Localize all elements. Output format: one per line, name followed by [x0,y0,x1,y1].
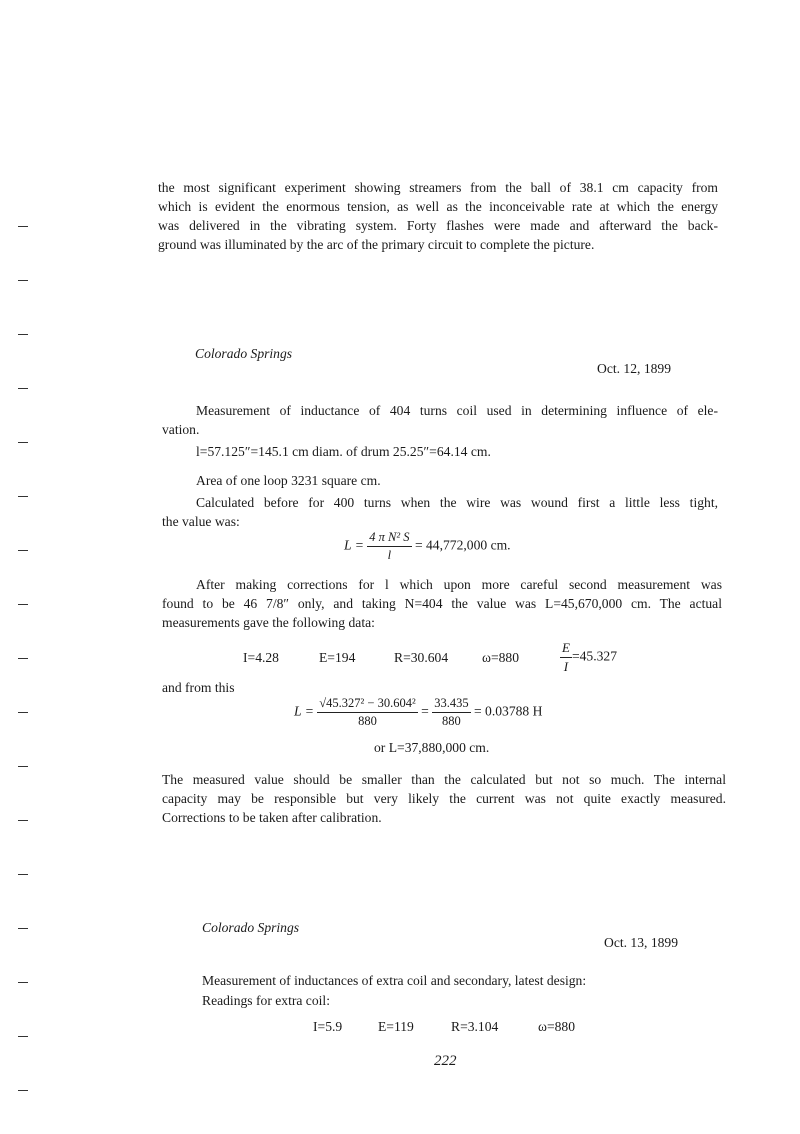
text-line: Measurement of inductance of 404 turns coil used in determining influence of ele- [196,403,718,418]
reading-omega: ω=880 [482,650,520,665]
formula-denominator: 880 [358,714,377,728]
entry1-location: Colorado Springs [195,346,293,361]
text-line: measurements gave the following data: [162,615,375,630]
text-line: found to be 46 7/8″ only, and taking N=404 the value was L=45,670,000 cm. The actual [162,596,722,611]
entry1-heading [162,401,718,439]
formula-lhs: L = [294,703,314,719]
entry2-date: Oct. 13, 1899 [604,935,679,950]
entry2-readings-label: Readings for extra coil: [202,993,330,1008]
page-number: 222 [434,1053,457,1069]
entry2-heading: Measurement of inductances of extra coil and secondary, latest design: [202,973,587,988]
text-line: ground was illuminated by the arc of the primary circuit to complete the picture. [158,237,595,252]
text-line: was delivered in the vibrating system. Forty flashes were made and afterward the back- [158,218,718,233]
entry1-corrections-text [162,575,722,632]
margin-mark [18,604,28,605]
margin-mark [18,550,28,551]
margin-mark [18,1090,28,1091]
formula-denominator: 880 [442,714,461,728]
reading-voltage: E=119 [378,1019,414,1034]
formula-or-line: or L=37,880,000 cm. [374,740,490,755]
text-line: which is evident the enormous tension, as well as the inconceivable rate at which the energy [158,199,718,214]
impedance-numerator: E [560,640,572,658]
and-from-this: and from this [162,680,235,695]
entry1-calculation-text [162,493,718,531]
formula-fraction [367,530,411,563]
margin-mark [18,280,28,281]
text-line: The measured value should be smaller than the calculated but not so much. The internal [162,772,726,787]
formula-denominator: l [387,548,392,562]
margin-mark [18,982,28,983]
reading-impedance [560,640,617,675]
formula-numerator: √45.327² − 30.604² [317,696,417,713]
formula-fraction [432,696,470,729]
formula-numerator: 33.435 [432,696,470,713]
margin-mark [18,928,28,929]
margin-mark [18,334,28,335]
formula-result: = 0.03788 H [473,703,543,719]
entry1-date: Oct. 12, 1899 [597,361,672,376]
text-line: Calculated before for 400 turns when the wire was wound first a little less tight, [196,495,718,510]
text-line: the value was: [162,514,240,529]
impedance-denominator: I [563,659,569,674]
text-line: capacity may be responsible but very likely the current was not quite exactly measured. [162,791,726,806]
margin-mark [18,226,28,227]
reading-current: I=4.28 [243,650,279,665]
margin-mark [18,712,28,713]
impedance-fraction [560,640,572,675]
entry1-area: Area of one loop 3231 square cm. [196,473,381,488]
text-line: vation. [162,422,200,437]
reading-resistance: R=3.104 [451,1019,499,1034]
reading-omega: ω=880 [538,1019,576,1034]
margin-mark [18,874,28,875]
margin-mark [18,496,28,497]
reading-voltage: E=194 [319,650,356,665]
impedance-value: =45.327 [571,648,618,664]
margin-mark [18,658,28,659]
text-line: the most significant experiment showing streamers from the ball of 38.1 cm capacity from [158,180,718,195]
formula-numerator: 4 π N² S [367,530,411,547]
text-line: After making corrections for l which upon more careful second measurement was [196,577,722,592]
formula-inductance-measured: L = $\frac{\text{√45.327² − 30.604²}}{880}$ = $\frac{33.435}{880}$ = 0.03788 H [294,696,543,728]
formula-result: = 44,772,000 cm. [414,537,511,553]
entry1-dimensions: l=57.125″=145.1 cm diam. of drum 25.25″=64.14 cm. [196,444,491,459]
text-line: Corrections to be taken after calibration. [162,810,382,825]
entry2-location: Colorado Springs [202,920,300,935]
reading-resistance: R=30.604 [394,650,449,665]
intro-paragraph [158,178,718,254]
margin-mark [18,820,28,821]
reading-current: I=5.9 [313,1019,343,1034]
margin-mark [18,442,28,443]
formula-inductance-calculated [344,530,511,563]
margin-mark [18,766,28,767]
margin-mark [18,388,28,389]
entry1-closing-text [162,770,726,827]
margin-mark [18,1036,28,1037]
formula-fraction [317,696,417,729]
formula-lhs: L = [344,537,364,553]
